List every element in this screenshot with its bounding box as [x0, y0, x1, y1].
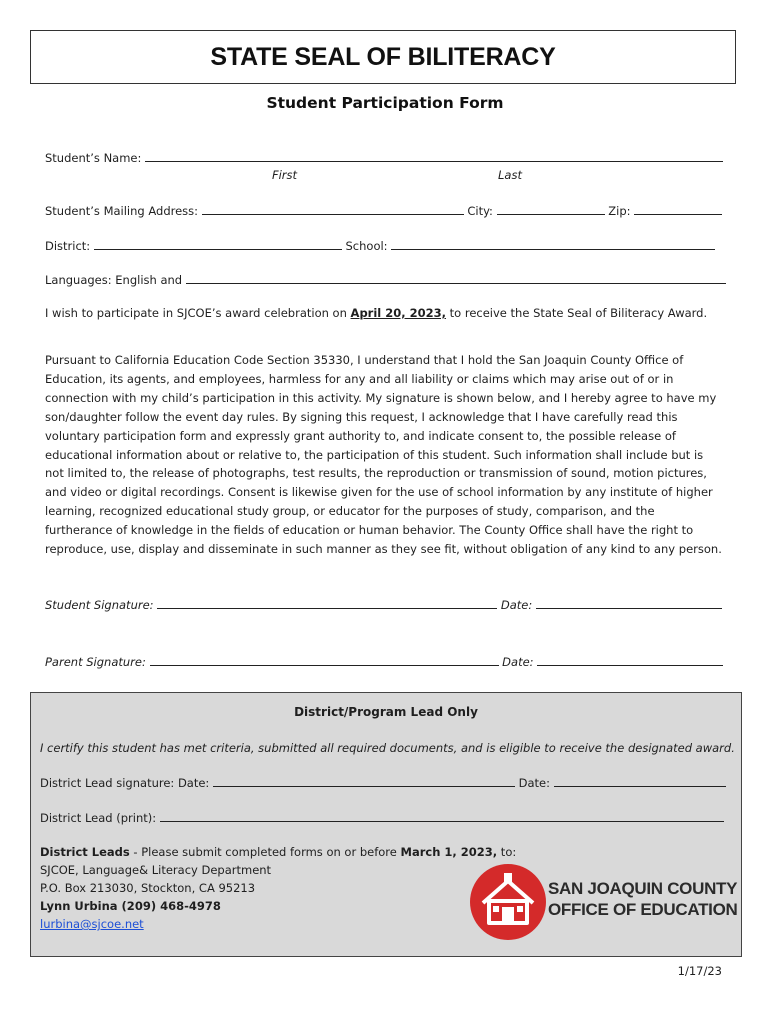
student-date-field[interactable] — [536, 597, 722, 609]
form-subtitle: Student Participation Form — [266, 94, 504, 112]
school-house-logo-icon — [469, 863, 547, 941]
school-field[interactable] — [391, 238, 715, 250]
district-field[interactable] — [94, 238, 342, 250]
zip-field[interactable] — [634, 203, 722, 215]
parent-date-field[interactable] — [537, 654, 723, 666]
address-row — [45, 203, 722, 218]
address-line-1: SJCOE, Language& Literacy Department — [40, 863, 272, 877]
student-signature-row — [45, 597, 722, 612]
consent-text: Pursuant to California Education Code Section 35330, I understand that I hold the San Joaquin County Office of Education, its agents, and employees, harmless for any and all liability or claims which may arise out of or in connection with my child’s participation in this activity. My signature is shown below, and I hereby agree to have my son/daughter follow the event day rules. By signing this request, I acknowledge that I have carefully read this voluntary participation form and expressly grant authority to, and indicate consent to, the possible release of educational information about or relative to, the participation of this student. Such information shall include but is not limited to, the release of photographs, test results, the reproduction or transmission of sound, motion pictures, and video or digital recordings. Consent is likewise given for the use of school information by any institute of higher learning, recognized educational study group, or educator for the purposes of study, comparison, and the furtherance of knowledge in the fields of education or human behavior. The County Office shall have the right to reproduce, use, display and disseminate in such manner as they see fit, without obligation of any kind to any person. — [45, 353, 722, 557]
lead-print-field[interactable] — [160, 810, 724, 822]
student-name-row — [45, 150, 723, 165]
lead-date-label: Date: — [518, 776, 550, 790]
last-name-caption: Last — [498, 168, 522, 182]
first-name-caption: First — [272, 168, 298, 182]
lead-print-row — [40, 810, 724, 825]
logo-line-1: SAN JOAQUIN COUNTY — [548, 879, 738, 898]
mailing-address-field[interactable] — [202, 203, 464, 215]
event-date: April 20, 2023, — [350, 306, 446, 320]
parent-signature-label: Parent Signature: — [45, 655, 146, 669]
lead-signature-row — [40, 775, 726, 790]
submit-instructions — [40, 845, 516, 859]
logo-line-2: OFFICE OF EDUCATION — [548, 900, 738, 919]
address-line-2: P.O. Box 213030, Stockton, CA 95213 — [40, 881, 256, 895]
lead-date-field[interactable] — [554, 775, 726, 787]
footer-date: 1/17/23 — [677, 964, 722, 978]
city-label: City: — [467, 204, 493, 218]
district-label: District: — [45, 239, 91, 253]
certify-statement: I certify this student has met criteria, submitted all required documents, and is eligible to receive the designated award. — [40, 741, 735, 755]
submit-date: March 1, 2023, — [400, 845, 498, 859]
languages-label: Languages: English and — [45, 273, 183, 287]
languages-row — [45, 272, 726, 287]
lead-signature-label: District Lead signature: Date: — [40, 776, 210, 790]
parent-signature-row — [45, 654, 723, 669]
email-link[interactable]: lurbina@sjcoe.net — [40, 917, 144, 931]
submit-bold: District Leads — [40, 845, 130, 859]
lead-print-label: District Lead (print): — [40, 811, 157, 825]
languages-field[interactable] — [186, 272, 726, 284]
student-signature-label: Student Signature: — [45, 598, 154, 612]
participation-statement — [45, 306, 707, 320]
org-logo-text — [548, 878, 737, 920]
parent-signature-field[interactable] — [150, 654, 499, 666]
participation-text-end: to receive the State Seal of Biliteracy Award. — [446, 306, 708, 320]
page-title: STATE SEAL OF BILITERACY — [210, 42, 556, 71]
city-field[interactable] — [497, 203, 605, 215]
school-label: School: — [345, 239, 388, 253]
participation-text: I wish to participate in SJCOE’s award celebration on — [45, 306, 351, 320]
student-name-label: Student’s Name: — [45, 151, 142, 165]
submit-text: - Please submit completed forms on or before — [129, 845, 401, 859]
parent-date-label: Date: — [502, 655, 534, 669]
lead-heading: District/Program Lead Only — [294, 705, 478, 719]
submit-to: to: — [497, 845, 517, 859]
student-date-label: Date: — [500, 598, 533, 612]
title-box — [30, 30, 736, 84]
contact-line: Lynn Urbina (209) 468-4978 — [40, 899, 221, 913]
mailing-address-label: Student’s Mailing Address: — [45, 204, 199, 218]
district-school-row — [45, 238, 715, 253]
consent-paragraph — [45, 351, 725, 559]
student-name-field[interactable] — [145, 150, 723, 162]
lead-signature-field[interactable] — [213, 775, 515, 787]
student-signature-field[interactable] — [157, 597, 497, 609]
zip-label: Zip: — [608, 204, 631, 218]
